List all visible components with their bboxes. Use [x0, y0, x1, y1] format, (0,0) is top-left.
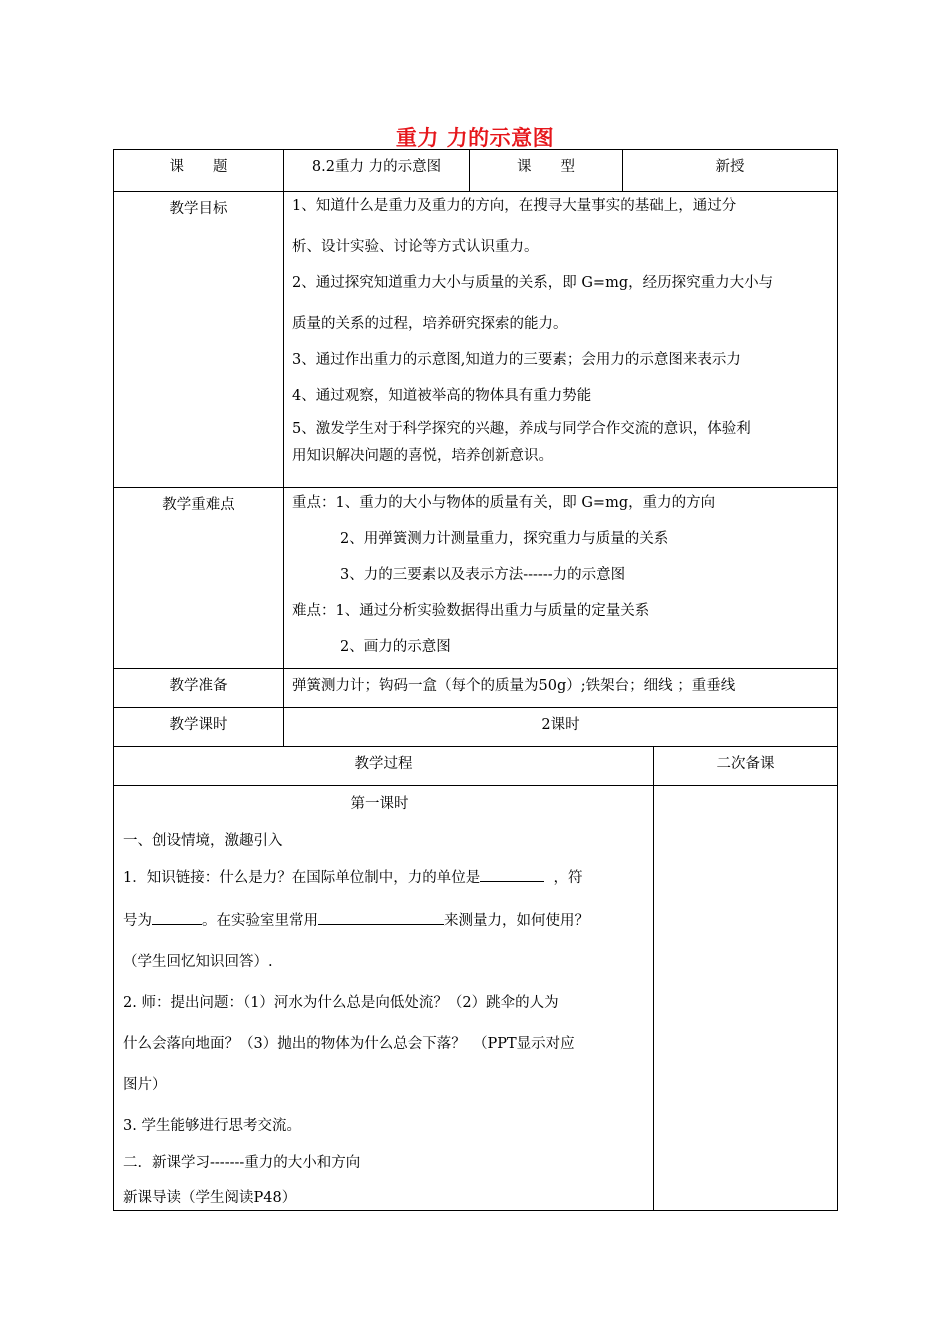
goal-item-5b: 用知识解决问题的喜悦，培养创新意识。 [292, 448, 553, 464]
topic-label: 课 题 [114, 150, 284, 192]
key-point-1: 重点：1、重力的大小与物体的质量有关，即 G=mg，重力的方向 [292, 495, 716, 511]
key-points-row [114, 488, 838, 669]
question-1-line-2 [114, 909, 653, 930]
goal-item-3: 3、通过作出重力的示意图,知道力的三要素；会用力的示意图来表示力 [292, 352, 741, 368]
goal-item-1a: 1、知道什么是重力及重力的方向，在搜寻大量事实的基础上，通过分 [292, 198, 737, 214]
prep-label: 教学准备 [114, 669, 284, 708]
prep-content [284, 669, 838, 708]
lesson-number: 第一课时 [350, 796, 409, 812]
question-1-text-d: 。在实验室里常用 [202, 913, 318, 929]
reading-guide: 新课导读（学生阅读P48） [123, 1190, 297, 1206]
goal-item-4: 4、通过观察，知道被举高的物体具有重力势能 [292, 388, 592, 404]
question-2-line-2: 什么会落向地面？（3）抛出的物体为什么总会下落？ （PPT显示对应 [123, 1036, 575, 1052]
key-point-3: 3、力的三要素以及表示方法------力的示意图 [340, 567, 626, 583]
prep-row [114, 669, 838, 708]
key-points-label: 教学重难点 [114, 488, 284, 669]
process-row [114, 786, 838, 1211]
goal-item-1b: 析、设计实验、讨论等方式认识重力。 [292, 239, 539, 255]
type-value: 新授 [623, 150, 838, 192]
difficulty-2: 2、画力的示意图 [340, 639, 451, 655]
question-1-line-1 [114, 866, 653, 887]
question-2-line-3: 图片） [123, 1077, 167, 1093]
lesson-plan-table [113, 149, 838, 1211]
goals-row [114, 192, 838, 488]
question-3: 3. 学生能够进行思考交流。 [123, 1118, 301, 1134]
hours-row [114, 708, 838, 747]
question-1-line-3: （学生回忆知识回答）. [123, 954, 273, 970]
second-prep-content [654, 786, 838, 1211]
difficulty-1: 难点：1、通过分析实验数据得出重力与质量的定量关系 [292, 603, 650, 619]
key-point-2: 2、用弹簧测力计测量重力，探究重力与质量的关系 [340, 531, 669, 547]
topic-value: 8.2重力 力的示意图 [284, 150, 470, 192]
goals-content [284, 192, 838, 488]
hours-value: 2课时 [284, 708, 838, 747]
question-1-text-b: ，符 [553, 870, 583, 886]
answer-blank-tool [318, 910, 444, 925]
type-label: 课 型 [470, 150, 623, 192]
key-points-content [284, 488, 838, 669]
answer-blank-unit [480, 867, 544, 882]
section-2-heading: 二．新课学习-------重力的大小和方向 [123, 1155, 361, 1171]
prep-value: 弹簧测力计；钩码一盒（每个的质量为50g）;铁架台；细线 ；重垂线 [292, 678, 736, 694]
goal-item-2a: 2、通过探究知道重力大小与质量的关系，即 G=mg，经历探究重力大小与 [292, 275, 774, 291]
process-content [114, 786, 654, 1211]
answer-blank-symbol [152, 910, 202, 925]
question-1-text-a: 1．知识链接：什么是力？在国际单位制中，力的单位是 [123, 870, 481, 886]
question-1-text-c: 号为 [123, 913, 152, 929]
section-1-heading: 一、创设情境，激趣引入 [123, 833, 283, 849]
question-2-line-1: 2. 师：提出问题：（1）河水为什么总是向低处流？（2）跳伞的人为 [123, 995, 559, 1011]
hours-label: 教学课时 [114, 708, 284, 747]
process-header-row [114, 747, 838, 786]
question-1-text-e: 来测量力，如何使用？ [444, 913, 589, 929]
goal-item-5a: 5、激发学生对于科学探究的兴趣，养成与同学合作交流的意识，体验利 [292, 421, 751, 437]
process-label: 教学过程 [114, 747, 654, 786]
page-title: 重力 力的示意图 [395, 126, 555, 150]
second-prep-label: 二次备课 [654, 747, 838, 786]
goals-label: 教学目标 [114, 192, 284, 488]
header-row [114, 150, 838, 192]
goal-item-2b: 质量的关系的过程，培养研究探索的能力。 [292, 316, 568, 332]
